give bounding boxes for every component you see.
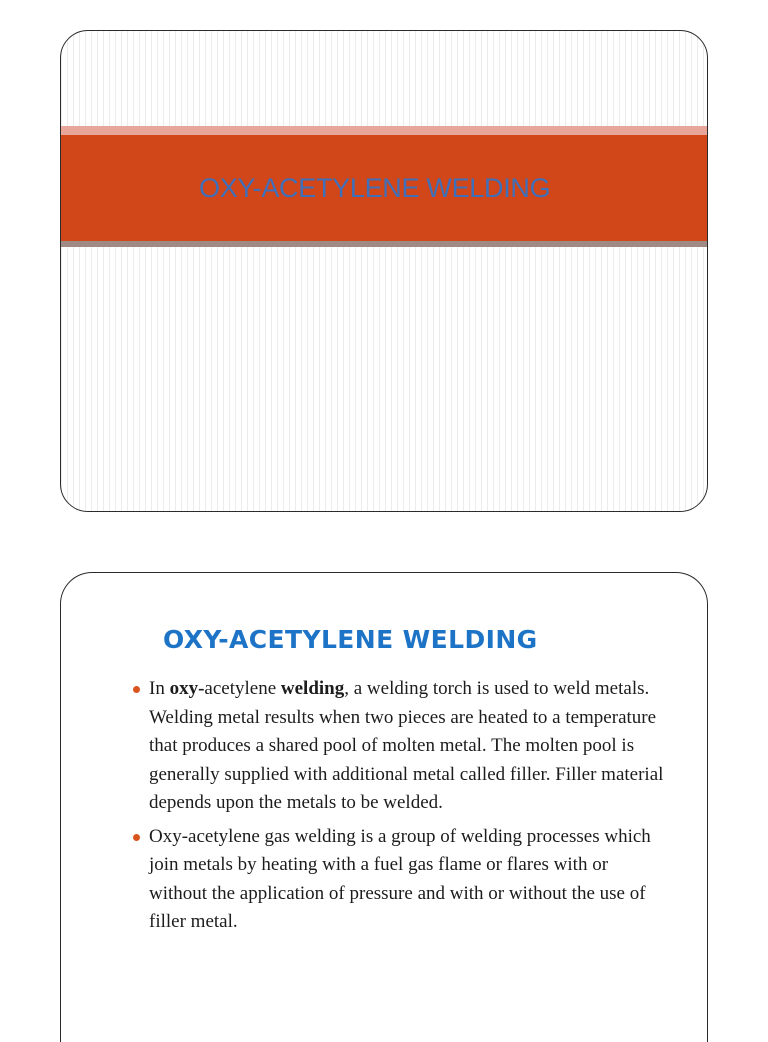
- slide-heading: OXY-ACETYLENE WELDING: [163, 625, 538, 654]
- list-item: [133, 675, 665, 818]
- title-band-top-stripe: [61, 126, 707, 135]
- content-slide: [60, 572, 708, 1042]
- bullet1-text-1: In: [149, 678, 170, 699]
- title-band: [61, 135, 707, 241]
- bullet-list: [133, 675, 665, 942]
- bullet2-text: Oxy-acetylene gas welding is a group of welding processes which join metals by heating with a fuel gas flame or flares with or without the application of pressure and with or without the use of filler metal.: [149, 825, 651, 932]
- bullet1-text-2: acetylene: [204, 678, 281, 699]
- list-item: [133, 823, 665, 937]
- bullet1-bold-oxy: oxy-: [169, 678, 205, 699]
- bullet-icon: [133, 834, 140, 841]
- bullet-icon: [133, 686, 140, 693]
- title-band-bottom-stripe: [61, 241, 707, 247]
- title-slide: [60, 30, 708, 512]
- slide-title: OXY-ACETYLENE WELDING: [199, 172, 551, 203]
- bullet1-text-3: , a welding torch is used to weld metals. Welding metal results when two pieces are heated to a temperature that produces a shared pool of molten metal. The molten pool is generally supplied with additional metal called filler. Filler material depends upon the metals to be welded.: [149, 678, 664, 813]
- bullet1-bold-welding: welding: [280, 678, 345, 699]
